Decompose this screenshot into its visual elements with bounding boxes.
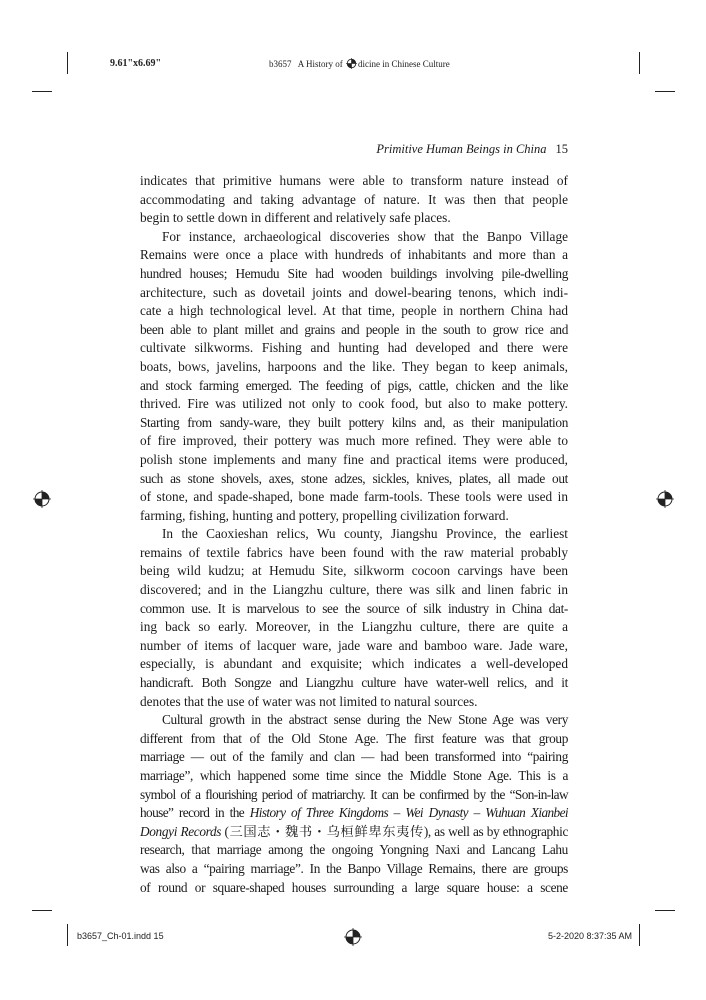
text-line: number of items of lacquer ware, jade ware and bamboo ware. Jade ware,: [140, 637, 568, 653]
text-line: handicraft. Both Songze and Liangzhu culture have water-well relics, and it: [140, 675, 568, 691]
paragraph-2: [140, 228, 568, 526]
book-title-post: dicine in Chinese Culture: [358, 59, 450, 69]
book-reference-italic: Dongyi Records: [140, 823, 222, 839]
text-line: cate a high technological level. At that time, people in northern China had: [140, 303, 568, 319]
text-line: of fire improved, their pottery was much more refined. They were able to: [140, 433, 568, 449]
text-line: [140, 823, 568, 842]
crop-mark-top-right-v: [639, 52, 640, 74]
registration-mark-inline-icon: [346, 58, 357, 69]
text-line: Starting from sandy-ware, they built pottery kilns and, as their manipulation: [140, 414, 568, 430]
text-line: cultivate silkworms. Fishing and hunting had developed and there were: [140, 340, 568, 356]
print-timestamp: 5-2-2020 8:37:35 AM: [548, 931, 633, 941]
text-line: research, that marriage among the ongoing Yongning Naxi and Lancang Lahu: [140, 842, 568, 858]
registration-mark-bottom-icon: [344, 928, 362, 946]
text-line: boats, bows, javelins, harpoons and the like. They began to keep animals,: [140, 358, 568, 374]
text-line: such as stone shovels, axes, stone adzes, sickles, knives, plates, all made out: [140, 470, 568, 486]
crop-mark-top-left-h: [32, 91, 52, 92]
text-line: of stone, and spade-shaped, bone made farm-tools. These tools were used in: [140, 489, 568, 505]
text-line: especially, is abundant and exquisite; which indicates a well-developed: [140, 656, 568, 672]
text-line: indicates that primitive humans were able to transform nature instead of: [140, 173, 568, 188]
slug-book-title: [269, 59, 450, 69]
text-line: and stock farming emerged. The feeding of pigs, cattle, chicken and the like: [140, 377, 568, 393]
registration-mark-left-icon: [33, 490, 51, 508]
text-line: Cultural growth in the abstract sense during the New Stone Age was very: [162, 712, 568, 728]
paragraph-3: [140, 525, 568, 711]
text-line: [140, 786, 568, 805]
paragraph-4: [140, 711, 568, 897]
text-line-pre: house” record in the: [140, 805, 250, 821]
running-head-title: Primitive Human Beings in China: [376, 142, 547, 156]
trim-size-label: 9.61"x6.69": [110, 58, 162, 69]
text-line: ing back so early. Moreover, in the Liangzhu culture, there are quite a: [140, 619, 568, 635]
text-line: discovered; and in the Liangzhu culture, there was silk and linen fabric in: [140, 582, 568, 598]
text-line: of round or square-shaped houses surrounding a large square house: a scene: [140, 879, 568, 895]
book-reference-italic: History of Three Kingdoms – Wei Dynasty – Wuhuan Xianbei: [249, 805, 568, 821]
text-line: thrived. Fire was utilized not only to cook food, but also to make pottery.: [140, 396, 568, 412]
page-body: [140, 172, 568, 897]
text-line: remains of textile fabrics have been found with the raw material probably: [140, 544, 568, 560]
chinese-title-and-text: (三国志・魏书・乌桓鲜卑东夷传), as well as by ethnographic: [221, 823, 568, 839]
book-code: b3657: [269, 59, 292, 69]
text-line-body: symbol of a flourishing period of matriarchy. It can be confirmed by the “Son-in-law: [140, 786, 568, 802]
text-line: polish stone implements and many fine and practical items were produced,: [140, 451, 568, 467]
text-line: been able to plant millet and grains and people in the south to grow rice and: [140, 321, 568, 337]
text-line: accommodating and taking advantage of nature. It was then that people: [140, 191, 568, 207]
crop-mark-top-left-v: [67, 52, 68, 74]
text-line: being wild kudzu; at Hemudu Site, silkworm cocoon carvings have been: [140, 563, 568, 579]
crop-mark-bottom-left-h: [32, 910, 52, 911]
text-line: Remains were once a place with hundreds of inhabitants and more than a: [140, 247, 568, 263]
text-line: begin to settle down in different and relatively safe places.: [140, 210, 451, 226]
text-line: In the Caoxieshan relics, Wu county, Jiangshu Province, the earliest: [162, 526, 568, 542]
crop-mark-bottom-right-v: [639, 924, 640, 946]
page-number: 15: [555, 142, 568, 156]
indd-file-name: b3657_Ch-01.indd 15: [77, 931, 164, 941]
text-line: architecture, such as dovetail joints and dowel-bearing tenons, which indi-: [140, 284, 568, 300]
book-title-pre: A History of: [297, 59, 346, 69]
text-line: [140, 804, 568, 823]
crop-mark-top-right-h: [655, 91, 675, 92]
text-line: marriage — out of the family and clan — had been transformed into “pairing: [140, 749, 568, 765]
text-line: hundred houses; Hemudu Site had wooden buildings involving pile-dwelling: [140, 265, 568, 281]
crop-mark-bottom-left-v: [67, 924, 68, 946]
crop-mark-bottom-right-h: [655, 910, 675, 911]
text-line: common use. It is marvelous to see the source of silk industry in China dat-: [140, 600, 568, 616]
text-line: farming, fishing, hunting and pottery, propelling civilization forward.: [140, 507, 509, 523]
text-line: For instance, archaeological discoveries show that the Banpo Village: [162, 228, 568, 244]
text-line: different from that of the Old Stone Age. The first feature was that group: [140, 730, 568, 746]
text-line: marriage”, which happened some time since the Middle Stone Age. This is a: [140, 768, 568, 783]
registration-mark-right-icon: [656, 490, 674, 508]
running-head: [140, 142, 568, 157]
paragraph-1: [140, 172, 568, 228]
text-line: denotes that the use of water was not limited to natural sources.: [140, 693, 478, 709]
text-line: was also a “pairing marriage”. In the Banpo Village Remains, there are groups: [140, 860, 568, 876]
